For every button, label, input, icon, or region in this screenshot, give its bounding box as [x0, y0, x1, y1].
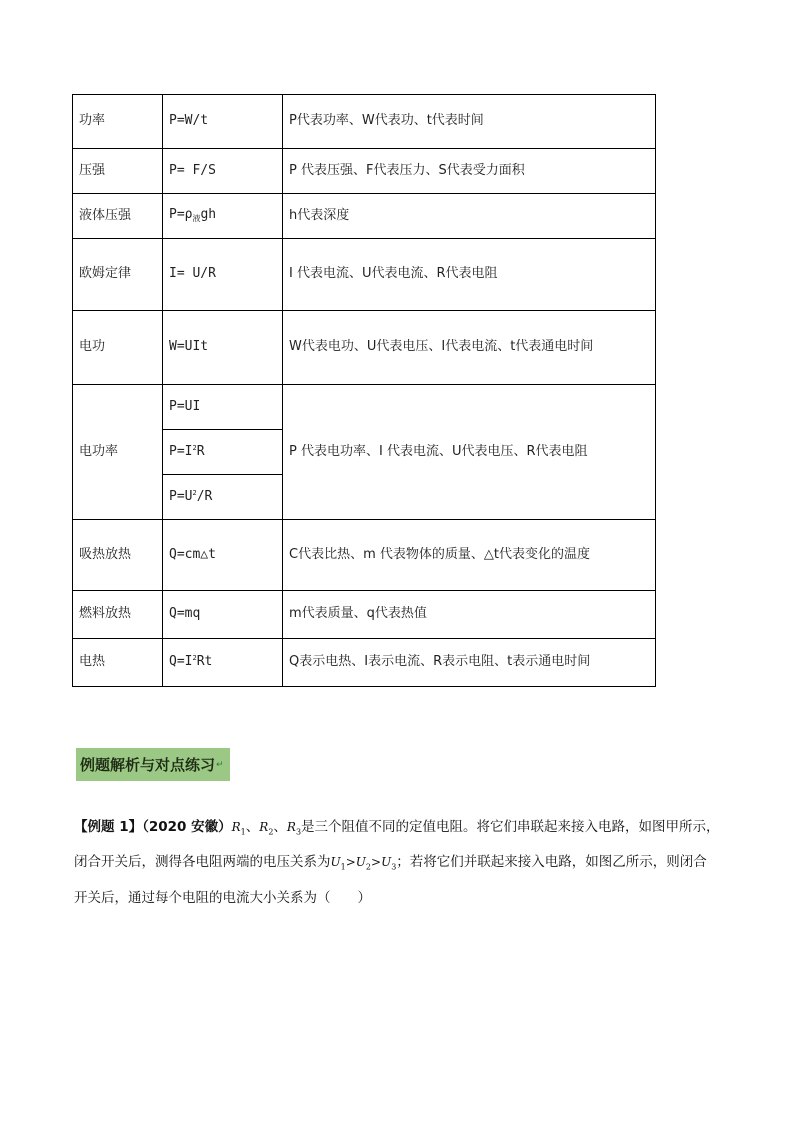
- formula-superscript: 2: [192, 443, 197, 452]
- resistor-symbol: $R_3$: [286, 820, 302, 837]
- table-row: [73, 149, 656, 194]
- formula: [163, 639, 283, 687]
- description: P 代表压强、F代表压力、S代表受力面积: [283, 149, 656, 194]
- section-heading: [76, 748, 230, 781]
- table-row: [73, 520, 656, 591]
- formula: [163, 194, 283, 239]
- formula-superscript: 2: [192, 654, 197, 663]
- quantity-name: 液体压强: [73, 194, 163, 239]
- description: I 代表电流、U代表电流、R代表电阻: [283, 239, 656, 311]
- formula-superscript: 2: [192, 488, 197, 497]
- table-row: [73, 385, 656, 430]
- table-row: [73, 95, 656, 149]
- quantity-name: 电功: [73, 311, 163, 385]
- description: m代表质量、q代表热值: [283, 591, 656, 639]
- paragraph-mark-icon: ↵: [216, 759, 224, 770]
- example-tag: 【例题 1】: [74, 819, 143, 835]
- formula-table: [72, 94, 656, 687]
- formula-main: P=ρ: [169, 207, 193, 223]
- example-body-1: 是三个阻值不同的定值电阻。将它们串联起来接入电路，如图甲所示，闭合开关后，测得各电阻两端的电压关系为: [74, 819, 720, 871]
- formula-main: P=U: [169, 488, 193, 504]
- section-heading-text: 例题解析与对点练习: [80, 756, 216, 774]
- example-source: （2020 安徽）: [142, 819, 232, 835]
- quantity-name: 吸热放热: [73, 520, 163, 591]
- formula: I= U/R: [163, 239, 283, 311]
- description: Q表示电热、I表示电流、R表示电阻、t表示通电时间: [283, 639, 656, 687]
- formula-tail: gh: [200, 207, 217, 223]
- formula: Q=cm△t: [163, 520, 283, 591]
- table-row: [73, 311, 656, 385]
- formula: P=UI: [163, 385, 283, 430]
- table-row: [73, 591, 656, 639]
- description: P 代表电功率、I 代表电流、U代表电压、R代表电阻: [283, 385, 656, 520]
- quantity-name: 电功率: [73, 385, 163, 520]
- formula: [163, 430, 283, 475]
- description: h代表深度: [283, 194, 656, 239]
- formula: P= F/S: [163, 149, 283, 194]
- formula-main: P=I: [169, 443, 193, 459]
- quantity-name: 燃料放热: [73, 591, 163, 639]
- formula: Q=mq: [163, 591, 283, 639]
- quantity-name: 欧姆定律: [73, 239, 163, 311]
- quantity-name: 压强: [73, 149, 163, 194]
- table-row: [73, 239, 656, 311]
- formula-tail: R: [196, 443, 205, 459]
- description: C代表比热、m 代表物体的质量、△t代表变化的温度: [283, 520, 656, 591]
- formula: W=UIt: [163, 311, 283, 385]
- resistor-symbol: $R_1$: [231, 820, 246, 837]
- example-question: [74, 812, 720, 913]
- description: W代表电功、U代表电压、I代表电流、t代表通电时间: [283, 311, 656, 385]
- table-row: [73, 639, 656, 687]
- voltage-relation: $U_1>U_2>U_3$: [330, 855, 397, 872]
- description: P代表功率、W代表功、t代表时间: [283, 95, 656, 149]
- formula-subscript: 液: [192, 214, 201, 224]
- quantity-name: 电热: [73, 639, 163, 687]
- formula-main: Q=I: [169, 654, 193, 670]
- formula-tail: /R: [196, 488, 213, 504]
- formula-tail: Rt: [196, 654, 213, 670]
- formula: P=W/t: [163, 95, 283, 149]
- table-row: [73, 194, 656, 239]
- quantity-name: 功率: [73, 95, 163, 149]
- formula: [163, 475, 283, 520]
- example-body-2: ；若将它们并联起来接入电路，如图乙所示，则闭合开关后，通过每个电阻的电流大小关系为（ ）: [74, 854, 707, 906]
- example-text: 【例题 1】（2020 安徽）$R_1$、$R_2$、$R_3$是三个阻值不同的定值电阻。将它们串联起来接入电路，如图甲所示，闭合开关后，测得各电阻两端的电压关系为$U_1>U_2>U_3$；若将它们并联起来接入电路，如图乙所示，则闭合开关后，通过每个电阻的电流大小关系为（ ）: [74, 819, 720, 906]
- resistor-symbol: $R_2$: [259, 820, 274, 837]
